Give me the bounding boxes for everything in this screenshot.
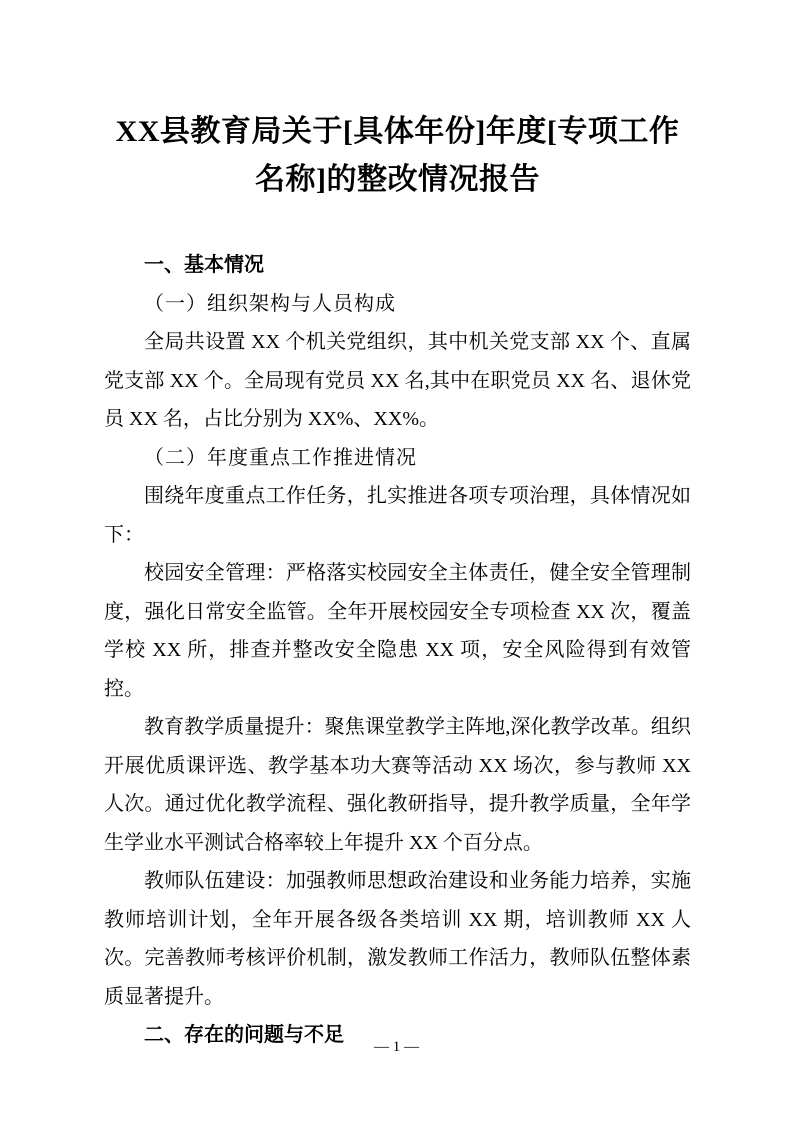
paragraph-teacher-team: 教师队伍建设：加强教师思想政治建设和业务能力培养，实施教师培训计划，全年开展各级各类培训 XX 期，培训教师 XX 人次。完善教师考核评价机制，激发教师工作活力，教师队伍整体素质显著提升。 xyxy=(104,870,691,1008)
subsection-heading-key-work: （二）年度重点工作推进情况 xyxy=(144,446,417,469)
paragraph-campus-safety: 校园安全管理：严格落实校园安全主体责任，健全安全管理制度，强化日常安全监管。全年开展校园安全专项检查 XX 次，覆盖学校 XX 所，排查并整改安全隐患 XX 项，安全风险得到有效管控。 xyxy=(104,562,691,700)
paragraph-teaching-quality: 教育教学质量提升：聚焦课堂教学主阵地,深化教学改革。组织开展优质课评选、教学基本功大赛等活动 XX 场次，参与教师 XX 人次。通过优化教学流程、强化教研指导，提升教学质量，全年学生学业水平测试合格率较上年提升 XX 个百分点。 xyxy=(104,716,691,854)
section-heading-problems: 二、存在的问题与不足 xyxy=(144,1024,344,1046)
subsection-heading-organization: （一）组织架构与人员构成 xyxy=(144,292,396,315)
paragraph-key-work-intro: 围绕年度重点工作任务，扎实推进各项专项治理，具体情况如下： xyxy=(104,485,691,546)
section-heading-basic-situation: 一、基本情况 xyxy=(144,254,264,276)
paragraph-party-organization: 全局共设置 XX 个机关党组织，其中机关党支部 XX 个、直属党支部 XX 个。全局现有党员 XX 名,其中在职党员 XX 名、退休党员 XX 名，占比分别为 XX%、XX%。 xyxy=(104,331,691,430)
document-title: XX县教育局关于[具体年份]年度[专项工作名称]的整改情况报告 xyxy=(115,115,680,196)
page-number: — 1 — xyxy=(374,1039,419,1055)
